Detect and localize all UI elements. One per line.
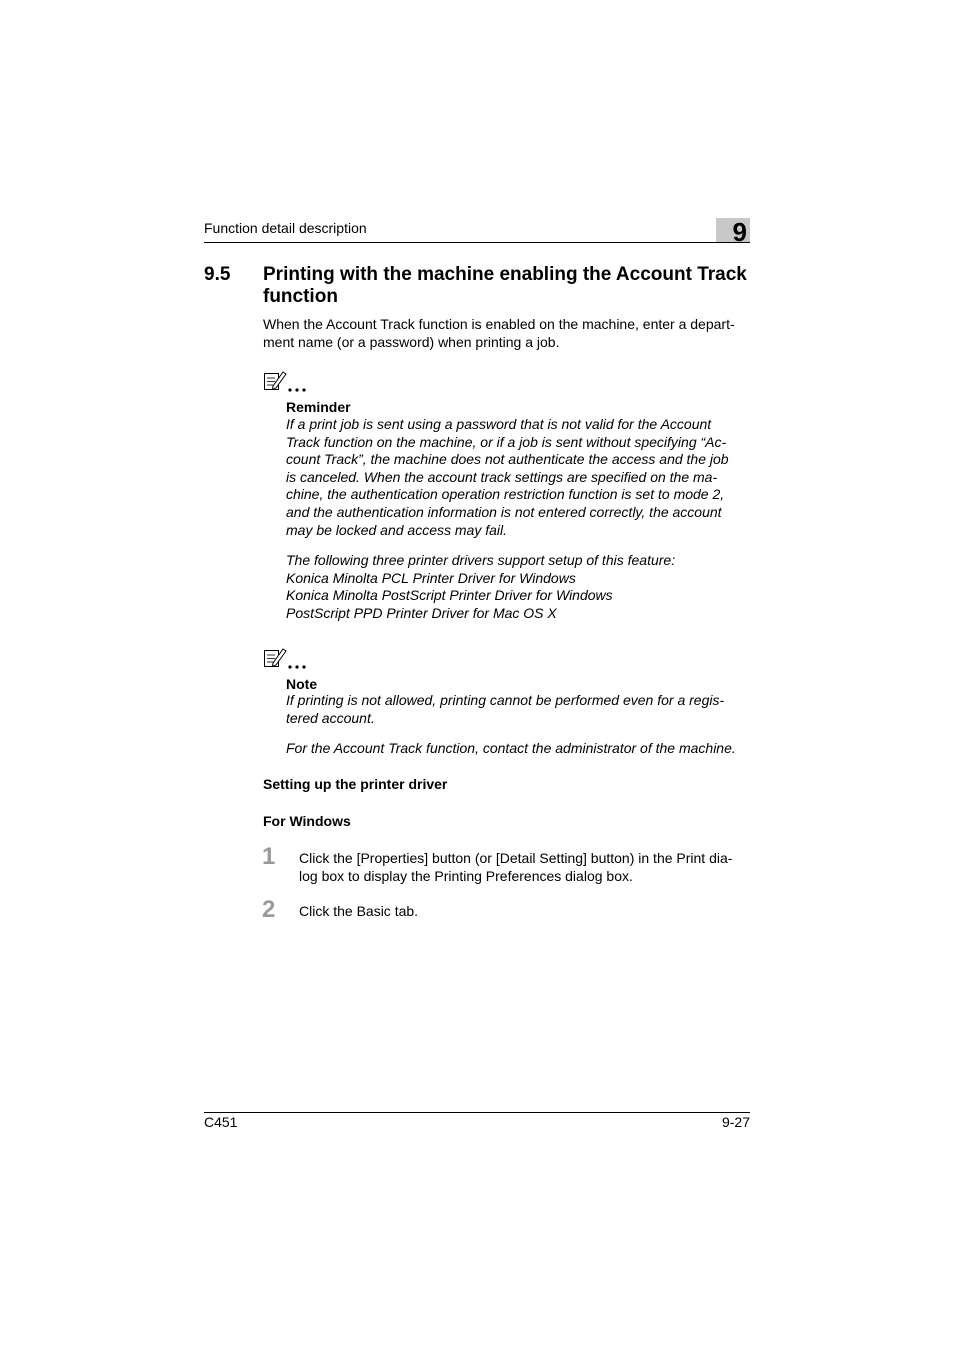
reminder-line: If a print job is sent using a password that is not valid for the Account (286, 416, 712, 432)
drivers-intro: The following three printer drivers support setup of this feature: (286, 552, 676, 568)
driver-item: PostScript PPD Printer Driver for Mac OS X (286, 604, 557, 621)
step-line: log box to display the Printing Preferences dialog box. (299, 868, 633, 884)
chapter-number: 9 (732, 217, 747, 247)
step-line: Click the [Properties] button (or [Detail Setting] button) in the Print dia- (299, 850, 733, 866)
reminder-line: chine, the authentication operation restriction function is set to mode 2, (286, 486, 725, 503)
page-number: 9-27 (721, 1114, 750, 1130)
subheading-setup: Setting up the printer driver (263, 776, 448, 792)
note-contact-admin: For the Account Track function, contact the administrator of the machine. (286, 740, 736, 756)
intro-paragraph (263, 315, 753, 351)
footer-model: C451 (204, 1114, 238, 1130)
supported-drivers-paragraph (286, 552, 754, 622)
section-title: Printing with the machine enabling the Account Track function (263, 264, 747, 307)
running-header-title: Function detail description (204, 220, 367, 236)
step-line: Click the Basic tab. (299, 903, 419, 919)
note-line: If printing is not allowed, printing cannot be performed even for a regis- (286, 692, 725, 708)
note-line: tered account. (286, 709, 375, 726)
note-label: Note (286, 676, 318, 692)
memo-pencil-icon (263, 646, 315, 672)
reminder-line: count Track”, the machine does not authenticate the access and the job (286, 451, 729, 468)
footer-divider (204, 1112, 750, 1113)
reminder-paragraph (286, 416, 754, 539)
driver-item: Konica Minolta PostScript Printer Driver for Windows (286, 587, 613, 604)
intro-line: ment name (or a password) when printing a job. (263, 334, 560, 350)
intro-line: When the Account Track function is enabled on the machine, enter a depart- (263, 316, 735, 332)
subheading-windows: For Windows (263, 813, 351, 829)
note-paragraph (286, 692, 754, 727)
reminder-line: Track function on the machine, or if a job is sent without specifying “Ac- (286, 433, 727, 450)
header-divider (204, 242, 750, 243)
reminder-line: is canceled. When the account track settings are specified on the ma- (286, 468, 718, 485)
reminder-line: and the authentication information is not entered correctly, the account (286, 503, 722, 520)
driver-item: Konica Minolta PCL Printer Driver for Windows (286, 569, 576, 586)
memo-pencil-icon (263, 369, 315, 395)
reminder-line: may be locked and access may fail. (286, 521, 507, 538)
section-number: 9.5 (204, 264, 231, 285)
step-number: 1 (262, 843, 276, 870)
step-text (299, 902, 754, 920)
step-number: 2 (262, 896, 276, 923)
reminder-label: Reminder (286, 399, 351, 415)
step-text (299, 849, 754, 885)
